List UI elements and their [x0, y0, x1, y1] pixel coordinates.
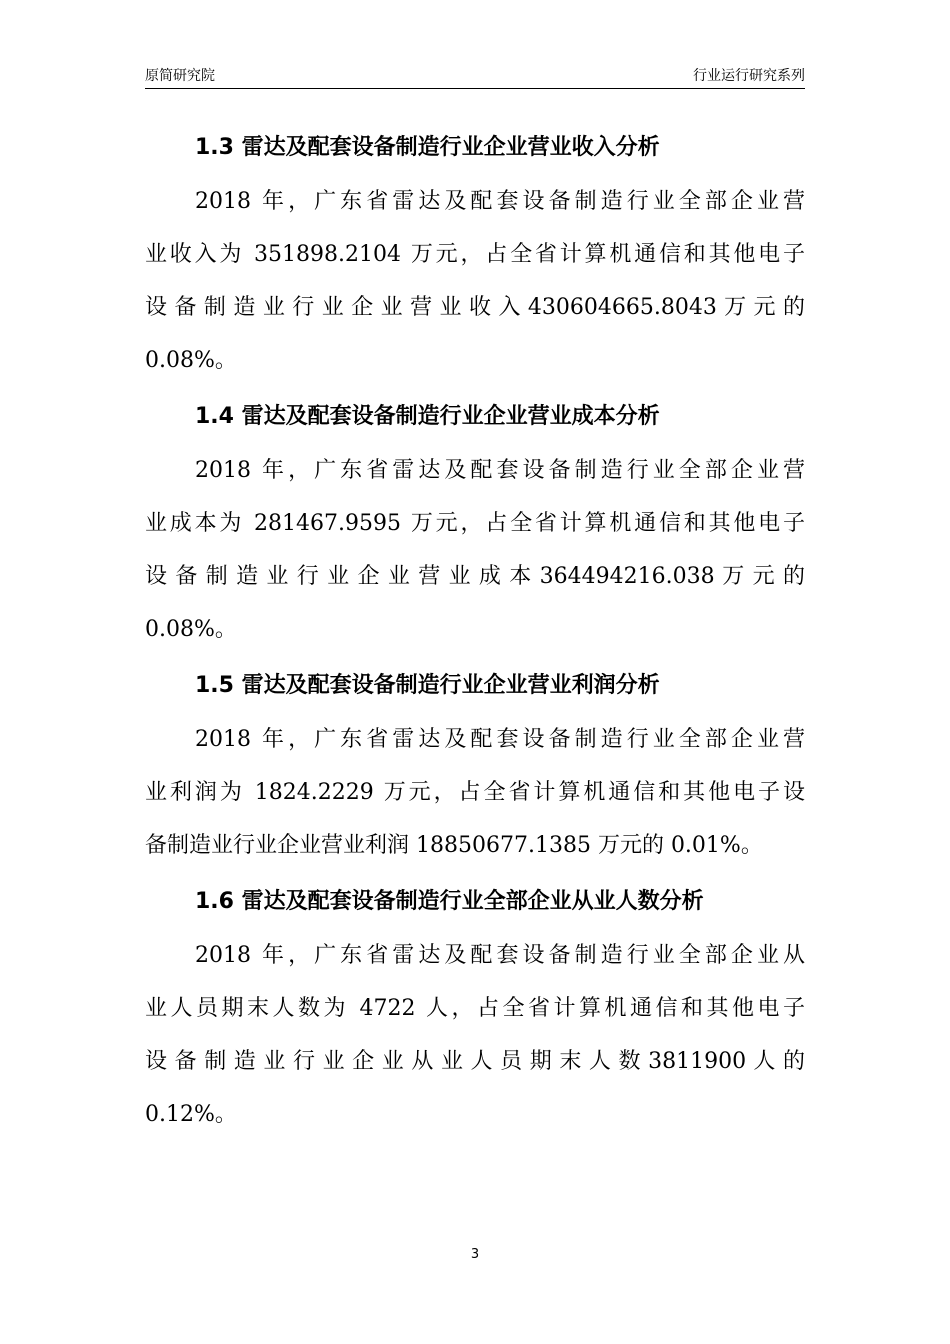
- section-title: 1.4 雷达及配套设备制造行业企业营业成本分析: [195, 404, 660, 429]
- text-line: 业收入为 351898.2104 万元，占全省计算机通信和其他电子: [145, 242, 805, 267]
- section-title: 1.3 雷达及配套设备制造行业企业营业收入分析: [195, 135, 660, 160]
- text-line: 业人员期末人数为 4722 人，占全省计算机通信和其他电子: [145, 996, 805, 1021]
- section-employees: [145, 882, 805, 1141]
- text-line: 0.12%。: [145, 1102, 237, 1127]
- text-line: 设 备 制 造 业 行 业 企 业 营 业 成 本 364494216.038 万 元 的: [145, 564, 805, 589]
- text-line: 2018 年，广东省雷达及配套设备制造行业全部企业营: [195, 189, 805, 214]
- text-line: 业利润为 1824.2229 万元，占全省计算机通信和其他电子设: [145, 780, 805, 805]
- section-title: 1.5 雷达及配套设备制造行业企业营业利润分析: [195, 673, 660, 698]
- document-body: [145, 128, 805, 1151]
- text-line: 业成本为 281467.9595 万元，占全省计算机通信和其他电子: [145, 511, 805, 536]
- header-org-name: 原简研究院: [145, 68, 215, 84]
- page-number: 3: [470, 1247, 480, 1262]
- text-line: 设 备 制 造 业 行 业 企 业 从 业 人 员 期 末 人 数 3811900 人 的: [145, 1049, 805, 1074]
- text-line: 2018 年，广东省雷达及配套设备制造行业全部企业营: [195, 727, 805, 752]
- header-series-name: 行业运行研究系列: [693, 68, 805, 84]
- page-header: [145, 66, 805, 89]
- paragraph: [145, 929, 805, 1141]
- text-line: 0.08%。: [145, 348, 237, 373]
- text-line: 2018 年，广东省雷达及配套设备制造行业全部企业营: [195, 458, 805, 483]
- text-line: 备制造业行业企业营业利润 18850677.1385 万元的 0.01%。: [145, 833, 763, 858]
- text-line: 设 备 制 造 业 行 业 企 业 营 业 收 入 430604665.8043 万 元 的: [145, 295, 805, 320]
- paragraph: [145, 713, 805, 872]
- paragraph: [145, 444, 805, 656]
- section-revenue: [145, 128, 805, 387]
- section-cost: [145, 397, 805, 656]
- section-title: 1.6 雷达及配套设备制造行业全部企业从业人数分析: [195, 889, 704, 914]
- text-line: 2018 年，广东省雷达及配套设备制造行业全部企业从: [195, 943, 805, 968]
- text-line: 0.08%。: [145, 617, 237, 642]
- section-profit: [145, 666, 805, 872]
- paragraph: [145, 175, 805, 387]
